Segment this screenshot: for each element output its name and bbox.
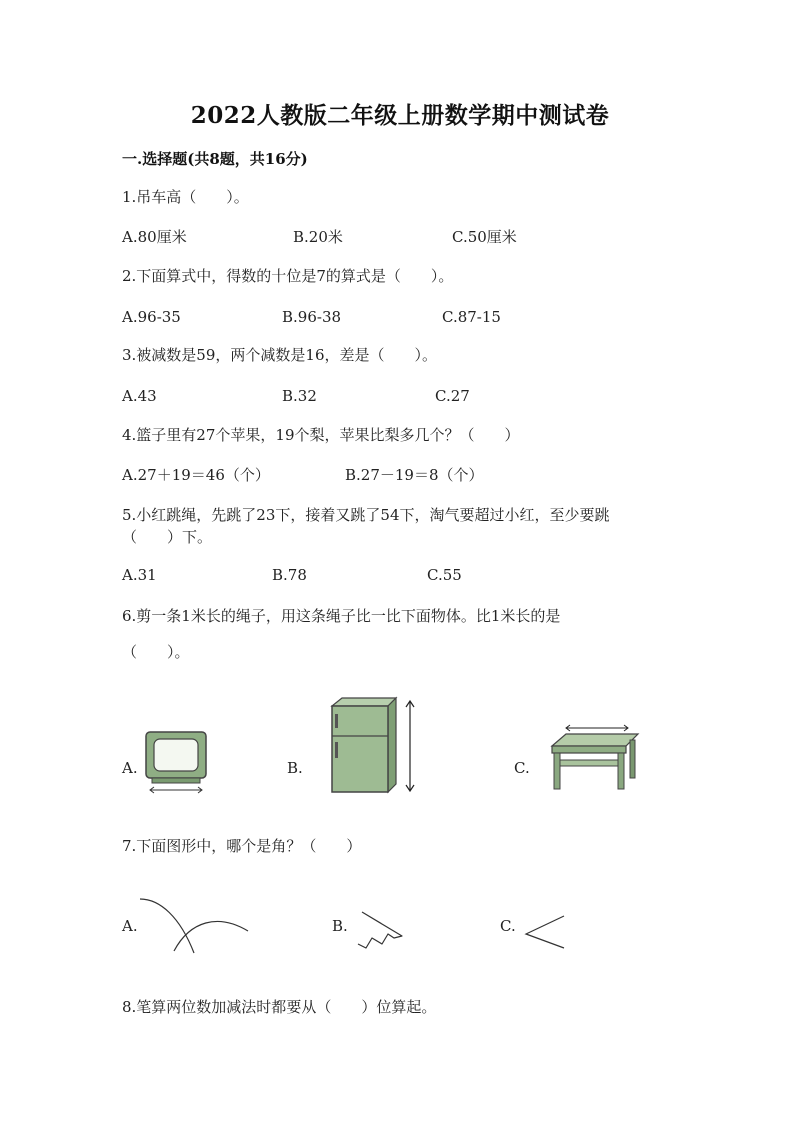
zigzag-line-icon [348, 908, 408, 950]
q7-option-b[interactable]: B. [332, 917, 348, 935]
q5-option-b[interactable]: B.78 [272, 566, 307, 584]
question-5-line-1: 5.小红跳绳，先跳了23下，接着又跳了54下，淘气要超过小红，至少要跳 [122, 506, 610, 524]
crossed-curves-icon [136, 895, 252, 957]
q7-option-c[interactable]: C. [500, 917, 516, 935]
q5-option-a[interactable]: A.31 [122, 566, 157, 584]
question-5-line-2: （ ）下。 [122, 528, 213, 546]
q1-option-b[interactable]: B.20米 [293, 228, 343, 246]
tv-icon [144, 728, 208, 794]
q3-option-b[interactable]: B.32 [282, 387, 317, 405]
angle-icon [520, 912, 568, 952]
q1-option-c[interactable]: C.50厘米 [452, 228, 517, 246]
q2-option-b[interactable]: B.96-38 [282, 308, 342, 326]
q1-option-a[interactable]: A.80厘米 [122, 228, 187, 246]
q2-option-c[interactable]: C.87-15 [442, 308, 501, 326]
q3-option-a[interactable]: A.43 [122, 387, 157, 405]
question-6-line-1: 6.剪一条1米长的绳子，用这条绳子比一比下面物体。比1米长的是 [122, 607, 561, 625]
question-1: 1.吊车高（ ）。 [122, 188, 249, 206]
q5-option-c[interactable]: C.55 [427, 566, 462, 584]
question-4: 4.篮子里有27个苹果，19个梨，苹果比梨多几个？（ ） [122, 426, 520, 444]
section-heading: 一.选择题(共8题，共16分) [122, 150, 308, 168]
question-2: 2.下面算式中，得数的十位是7的算式是（ ）。 [122, 267, 454, 285]
q2-option-a[interactable]: A.96-35 [122, 308, 181, 326]
question-8: 8.笔算两位数加减法时都要从（ ）位算起。 [122, 998, 437, 1016]
question-3: 3.被减数是59，两个减数是16，差是（ ）。 [122, 346, 437, 364]
q6-option-a[interactable]: A. [122, 759, 138, 777]
question-7: 7.下面图形中，哪个是角？（ ） [122, 837, 362, 855]
q4-option-b[interactable]: B.27－19＝8（个） [345, 466, 484, 484]
q4-option-a[interactable]: A.27＋19＝46（个） [122, 466, 270, 484]
q6-option-b[interactable]: B. [287, 759, 303, 777]
q6-option-c[interactable]: C. [514, 759, 530, 777]
q7-option-a[interactable]: A. [122, 917, 138, 935]
q3-option-c[interactable]: C.27 [435, 387, 470, 405]
table-icon [548, 724, 642, 794]
refrigerator-icon [326, 696, 418, 796]
question-6-line-2: （ ）。 [122, 643, 190, 661]
page-title: 2022人教版二年级上册数学期中测试卷 [190, 102, 610, 129]
